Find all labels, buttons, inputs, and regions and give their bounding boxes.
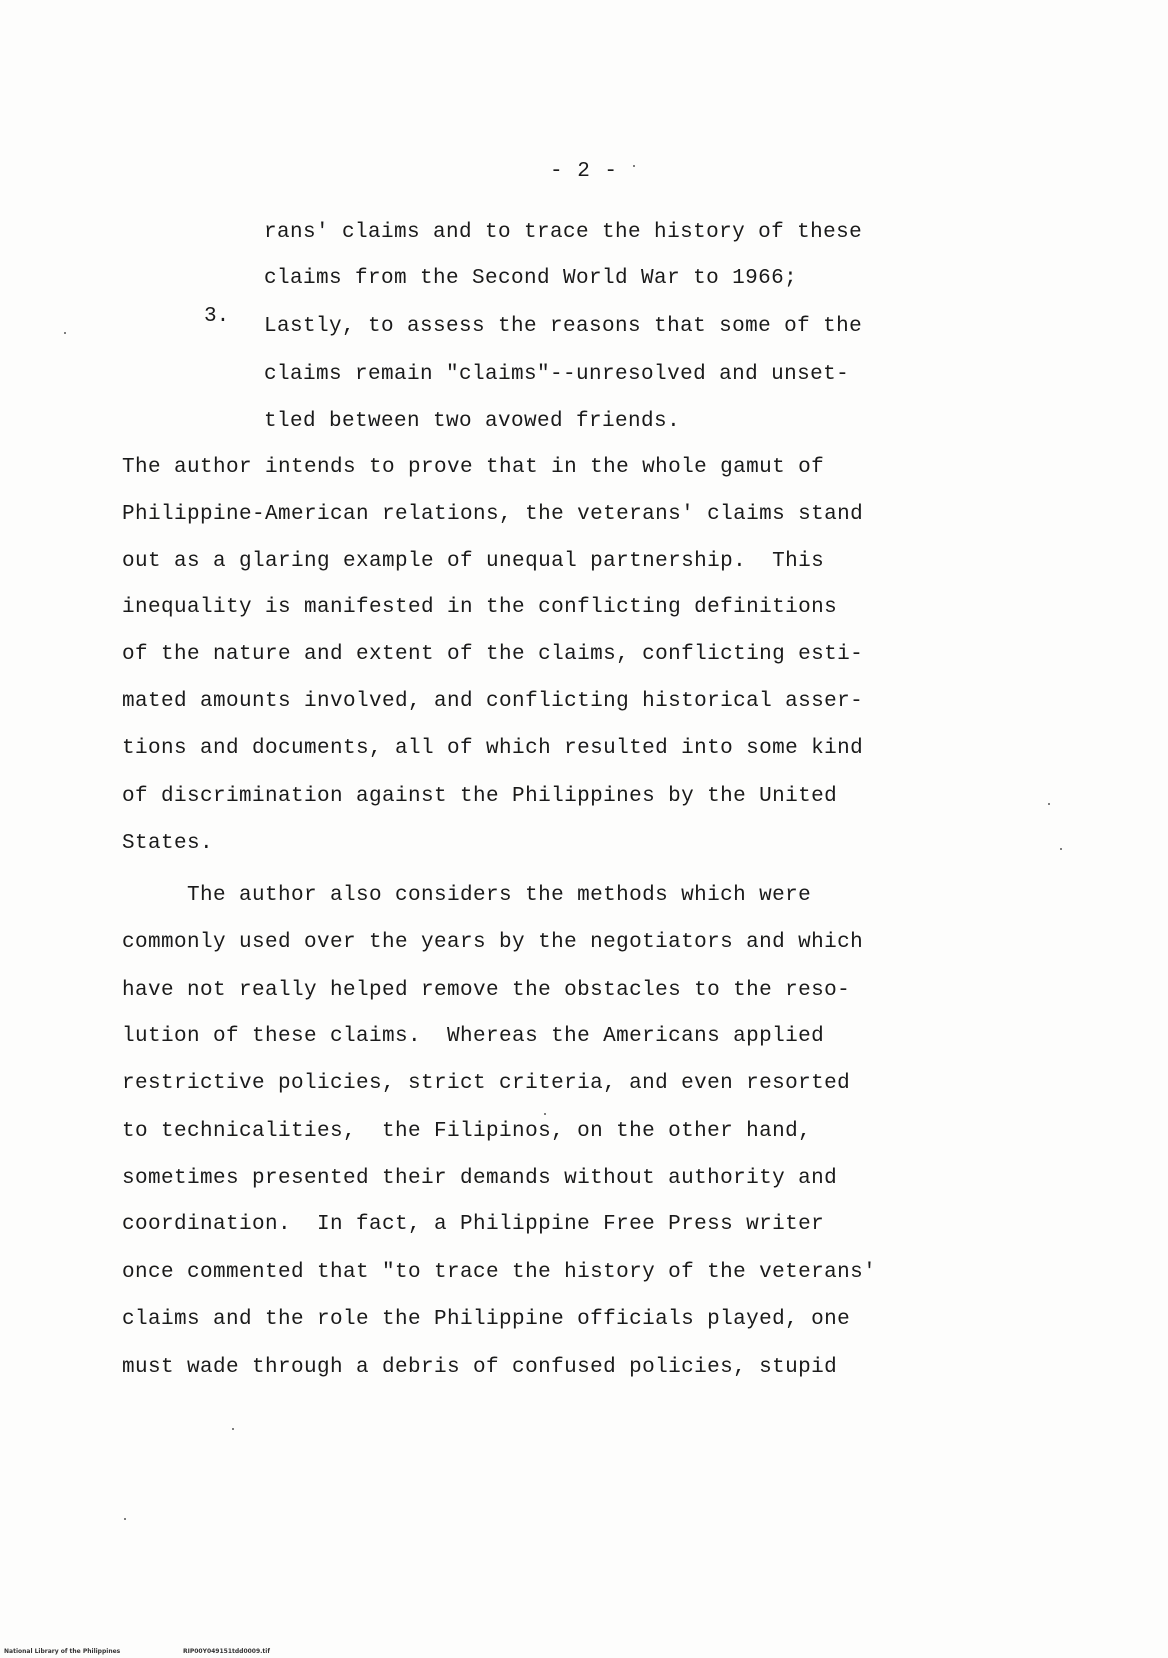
paragraph-1-line: of discrimination against the Philippines by the United [122,785,838,808]
list-item-line: Lastly, to assess the reasons that some of the [264,315,863,338]
paragraph-2-line: lution of these claims. Whereas the Americans applied [122,1025,825,1048]
footer-file-id: RIP00Y049151tdd0009.tif [183,1648,270,1655]
paragraph-1-line: mated amounts involved, and conflicting historical asser- [122,690,864,713]
list-item-line: tled between two avowed friends. [264,410,681,433]
paragraph-2-line: claims and the role the Philippine officials played, one [122,1308,851,1331]
intro-line: claims from the Second World War to 1966; [264,267,798,290]
scan-speck [633,165,635,167]
paragraph-2-line: restrictive policies, strict criteria, and even resorted [122,1072,851,1095]
list-item-line: claims remain "claims"--unresolved and unset- [264,363,850,386]
scan-speck [544,1113,546,1115]
paragraph-2-line: sometimes presented their demands without authority and [122,1167,838,1190]
paragraph-1-line: States. [122,832,214,855]
paragraph-1-line: of the nature and extent of the claims, conflicting esti- [122,643,864,666]
footer-library-name: National Library of the Philippines [4,1648,121,1655]
paragraph-2-line: have not really helped remove the obstacles to the reso- [122,979,851,1002]
paragraph-2-line: coordination. In fact, a Philippine Free Press writer [122,1213,825,1236]
paragraph-1-line: The author intends to prove that in the whole gamut of [122,456,825,479]
scan-speck [64,332,66,334]
paragraph-2-line: must wade through a debris of confused policies, stupid [122,1356,838,1379]
paragraph-1-line: tions and documents, all of which resulted into some kind [122,737,864,760]
paragraph-2-line: The author also considers the methods which were [122,884,812,907]
list-item-number: 3. [204,305,230,328]
scan-speck [124,1518,126,1520]
paragraph-2-line: commonly used over the years by the negotiators and which [122,931,864,954]
paragraph-1-line: inequality is manifested in the conflicting definitions [122,596,838,619]
paragraph-1-line: out as a glaring example of unequal partnership. This [122,550,825,573]
scan-speck [1048,803,1050,805]
page-number: - 2 - [549,160,618,183]
intro-line: rans' claims and to trace the history of these [264,221,863,244]
scan-speck [1060,848,1062,850]
paragraph-2-line: to technicalities, the Filipinos, on the other hand, [122,1120,812,1143]
paragraph-1-line: Philippine-American relations, the veterans' claims stand [122,503,864,526]
paragraph-2-line: once commented that "to trace the history of the veterans' [122,1261,877,1284]
scan-speck [232,1428,234,1430]
